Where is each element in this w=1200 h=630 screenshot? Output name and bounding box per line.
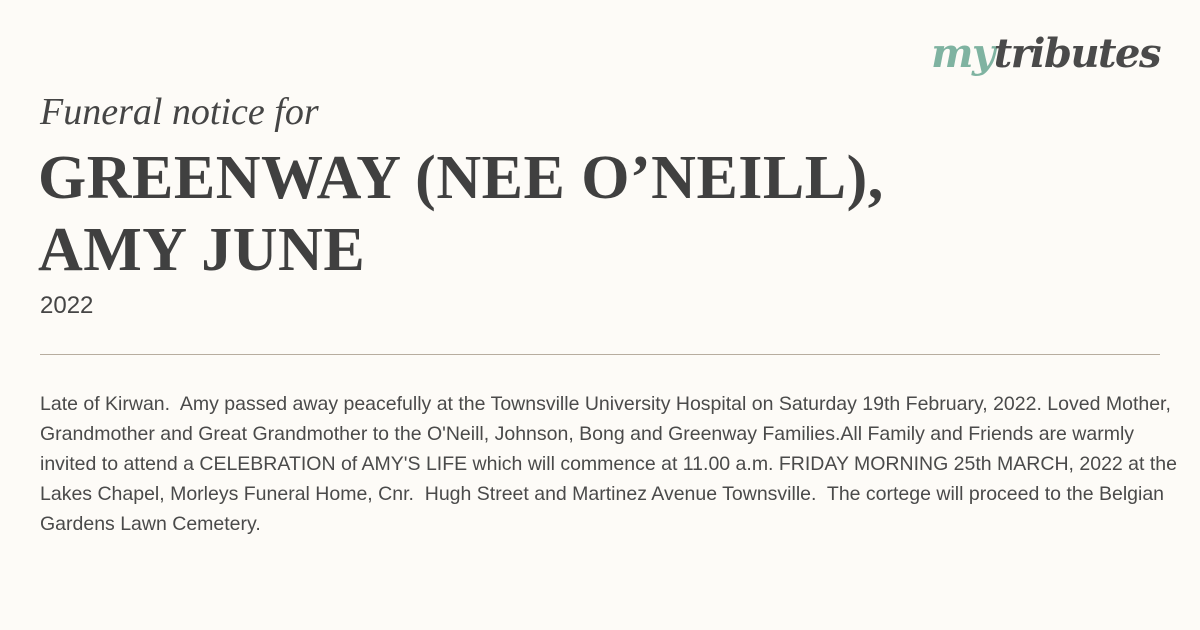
- logo-tributes: tributes: [993, 30, 1160, 77]
- mytributes-logo[interactable]: [931, 30, 1160, 77]
- notice-body: Late of Kirwan. Amy passed away peacefully at the Townsville University Hospital on Saturday 19th February, 2022. Loved Mother, Grandmother and Great Grandmother to the O'Neill, Johnson, Bong and Greenway Families.All Family and Friends are warmly invited to attend a CELEBRATION of AMY'S LIFE which will commence at 11.00 a.m. FRIDAY MORNING 25th MARCH, 2022 at the Lakes Chapel, Morleys Funeral Home, Cnr. Hugh Street and Martinez Avenue Townsville. The cortege will proceed to the Belgian Gardens Lawn Cemetery.: [40, 393, 1183, 535]
- notice-year: 2022: [40, 292, 94, 319]
- deceased-name: [38, 142, 1158, 286]
- section-divider: [40, 354, 1160, 355]
- notice-kicker: Funeral notice for: [40, 91, 319, 133]
- logo-my: my: [931, 30, 994, 77]
- name-line-1: GREENWAY (NEE O’NEILL),: [38, 144, 884, 212]
- name-line-2: AMY JUNE: [38, 216, 366, 284]
